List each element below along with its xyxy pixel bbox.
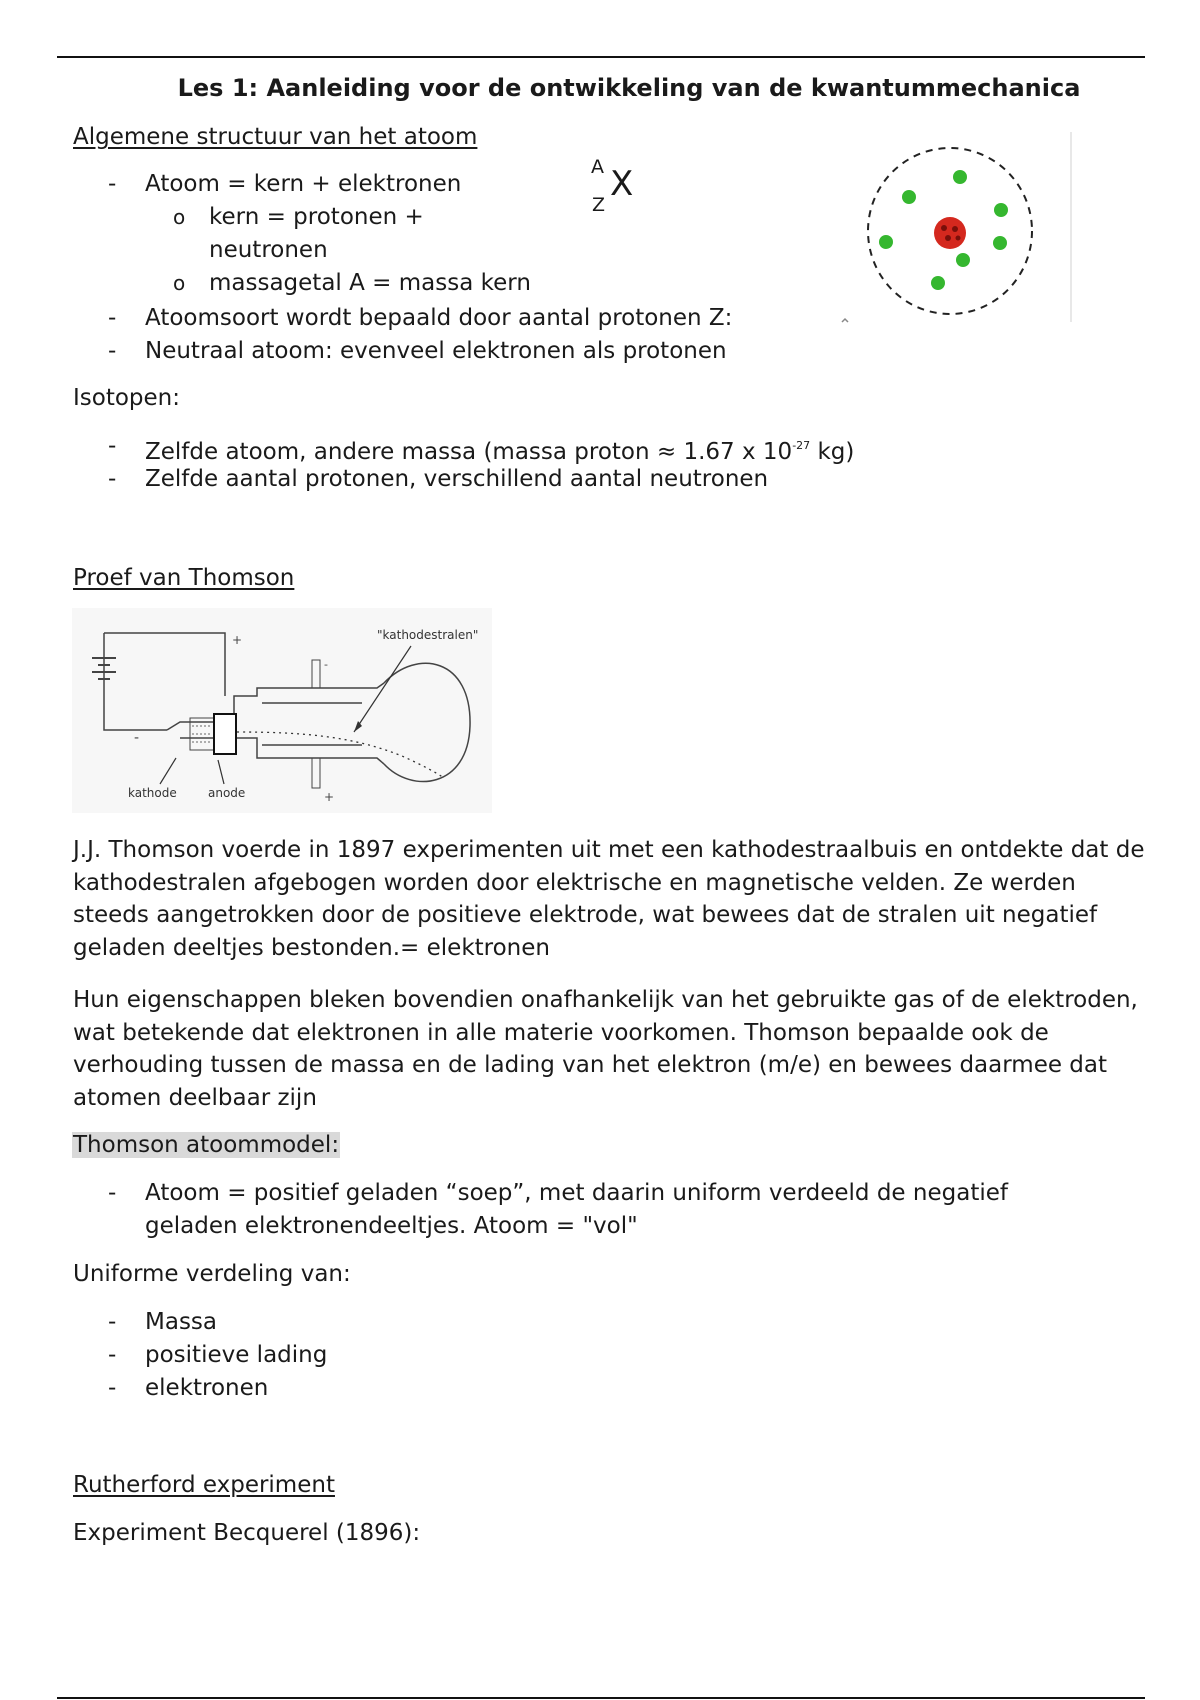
sub-bullet: o	[173, 205, 186, 229]
diagram-label-rays: "kathodestralen"	[377, 628, 479, 642]
list-item: elektronen	[145, 1375, 269, 1401]
diagram-label-cathode: kathode	[128, 786, 177, 800]
list-item: Zelfde atoom, andere massa (massa proton ≈ 1.67 x $10^{-27}$ kg)	[145, 439, 855, 465]
list-item: Atoomsoort wordt bepaald door aantal protonen Z:	[145, 305, 733, 331]
section-heading-atom-structure: Algemene structuur van het atoom	[73, 124, 478, 150]
bullet-dash: -	[108, 305, 117, 331]
diagram-label-anode: anode	[208, 786, 246, 800]
top-rule	[57, 56, 1145, 58]
isotopes-heading: Isotopen:	[73, 385, 181, 411]
electron	[953, 170, 967, 184]
thomson-paragraph-1: J.J. Thomson voerde in 1897 experimenten uit met een kathodestraalbuis en ontdekte dat de kathodestralen afgebogen worden door elektrische en magnetische velden. Ze werden steeds aangetrokken door de positieve elektrode, wat bewees dat de stralen uit negatief geladen deeltjes bestonden.= elektronen	[73, 837, 1145, 961]
list-item: Atoom = kern + elektronen	[145, 171, 462, 197]
bottom-rule	[57, 1697, 1145, 1699]
list-item: kern = protonen +	[209, 204, 424, 230]
bullet-dash: -	[108, 1375, 117, 1401]
atomic-number-label: Z	[592, 194, 606, 216]
diagram-label-plus: +	[324, 790, 335, 804]
bullet-dash: -	[108, 1309, 117, 1335]
electron	[931, 276, 945, 290]
nuclide-notation	[588, 152, 658, 232]
list-item: Zelfde aantal protonen, verschillend aantal neutronen	[145, 466, 769, 492]
electron	[879, 235, 893, 249]
mass-number-label: A	[591, 156, 604, 178]
electron	[994, 203, 1008, 217]
electron	[993, 236, 1007, 250]
cathode-ray-tube-diagram	[72, 608, 492, 813]
list-item: neutronen	[209, 237, 328, 263]
bullet-dash: -	[108, 466, 117, 492]
thomson-model-heading: Thomson atoommodel:	[73, 1132, 340, 1158]
uniform-heading: Uniforme verdeling van:	[73, 1261, 351, 1287]
diagram-label-minus: -	[324, 658, 328, 671]
element-symbol: X	[610, 164, 634, 204]
bullet-dash: -	[108, 433, 117, 459]
list-item: Massa	[145, 1309, 217, 1335]
electron	[956, 253, 970, 267]
bullet-dash: -	[108, 1180, 117, 1206]
becquerel-heading: Experiment Becquerel (1896):	[73, 1520, 421, 1546]
bullet-dash: -	[108, 1342, 117, 1368]
electron	[902, 190, 916, 204]
list-item: positieve lading	[145, 1342, 328, 1368]
sub-bullet: o	[173, 271, 186, 295]
list-item: Atoom = positief geladen “soep”, met daarin uniform verdeeld de negatief	[145, 1180, 1008, 1206]
list-item: massagetal A = massa kern	[209, 270, 531, 296]
diagram-label-plus: +	[232, 633, 243, 647]
bullet-dash: -	[108, 171, 117, 197]
list-item: Neutraal atoom: evenveel elektronen als protonen	[145, 338, 727, 364]
list-item: geladen elektronendeeltjes. Atoom = "vol"	[145, 1213, 638, 1239]
section-heading-rutherford: Rutherford experiment	[73, 1472, 335, 1498]
diagram-label-minus: -	[134, 730, 140, 746]
page-title: Les 1: Aanleiding voor de ontwikkeling van de kwantummechanica	[177, 74, 1081, 102]
nucleus	[934, 217, 966, 249]
section-heading-thomson: Proef van Thomson	[73, 565, 295, 591]
atom-diagram	[840, 130, 1075, 325]
bullet-dash: -	[108, 338, 117, 364]
thomson-paragraph-2: Hun eigenschappen bleken bovendien onafhankelijk van het gebruikte gas of de elektroden, wat betekende dat elektronen in alle materie voorkomen. Thomson bepaalde ook de verhouding tussen de massa en de lading van het elektron (m/e) en bewees daarmee dat atomen deelbaar zijn	[73, 987, 1138, 1111]
